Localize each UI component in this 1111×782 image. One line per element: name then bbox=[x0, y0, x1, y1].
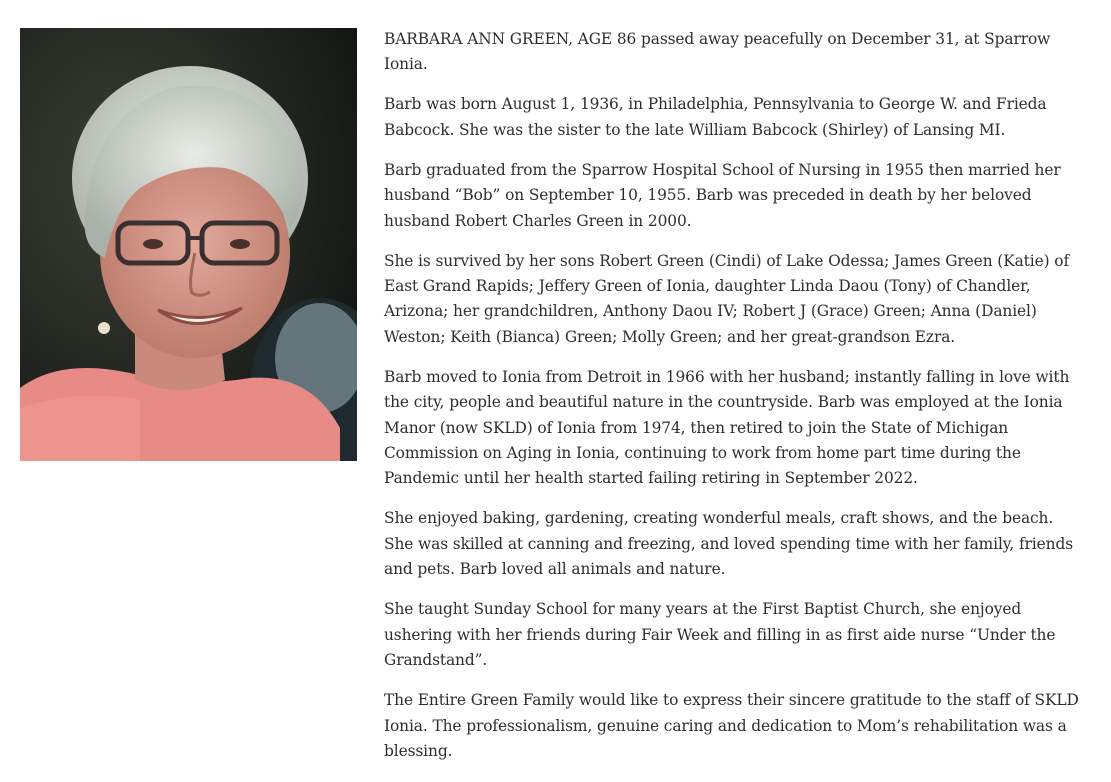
obituary-paragraph-survivors: She is survived by her sons Robert Green (Cindi) of Lake Odessa; James Green (Katie) of East Grand Rapids; Jeffery Green of Ionia, daughter Linda Daou (Tony) of Chandler, Arizona; her grandchildren, Anthony Daou IV; Robert J (Grace) Green; Anna (Daniel) Weston; Keith (Bianca) Green; Molly Green; and her great-grandson Ezra. bbox=[384, 251, 1070, 346]
obituary-paragraph-nursing: Barb graduated from the Sparrow Hospital School of Nursing in 1955 then married her husband “Bob” on September 10, 1955. Barb was preceded in death by her beloved husband Robert Charles Green in 2000. bbox=[384, 160, 1061, 230]
portrait-image bbox=[20, 28, 357, 461]
portrait-photo bbox=[20, 28, 357, 461]
obituary-paragraph-career: Barb moved to Ionia from Detroit in 1966 with her husband; instantly falling in love with the city, people and beautiful nature in the countryside. Barb was employed at the Ionia Manor (now SKLD) of Ionia from 1974, then retired to join the State of Michigan Commission on Aging in Ionia, continuing to work from home part time during the Pandemic until her health started failing retiring in September 2022. bbox=[384, 367, 1070, 488]
obituary-paragraph-gratitude: The Entire Green Family would like to express their sincere gratitude to the staff of SKLD Ionia. The professionalism, genuine caring and dedication to Mom’s rehabilitation was a blessing. bbox=[384, 691, 1079, 760]
obituary-paragraph-church: She taught Sunday School for many years at the First Baptist Church, she enjoyed ushering with her friends during Fair Week and filling in as first aide nurse “Under the Grandstand”. bbox=[384, 600, 1056, 670]
obituary-text bbox=[384, 27, 1084, 779]
obituary-paragraph-intro: BARBARA ANN GREEN, AGE 86 passed away peacefully on December 31, at Sparrow Ionia. bbox=[384, 30, 1051, 74]
obituary-paragraph-birth: Barb was born August 1, 1936, in Philadelphia, Pennsylvania to George W. and Frieda Babcock. She was the sister to the late William Babcock (Shirley) of Lansing MI. bbox=[384, 95, 1047, 139]
obituary-paragraph-hobbies: She enjoyed baking, gardening, creating wonderful meals, craft shows, and the beach. She was skilled at canning and freezing, and loved spending time with her family, friends and pets. Barb loved all animals and nature. bbox=[384, 509, 1073, 579]
